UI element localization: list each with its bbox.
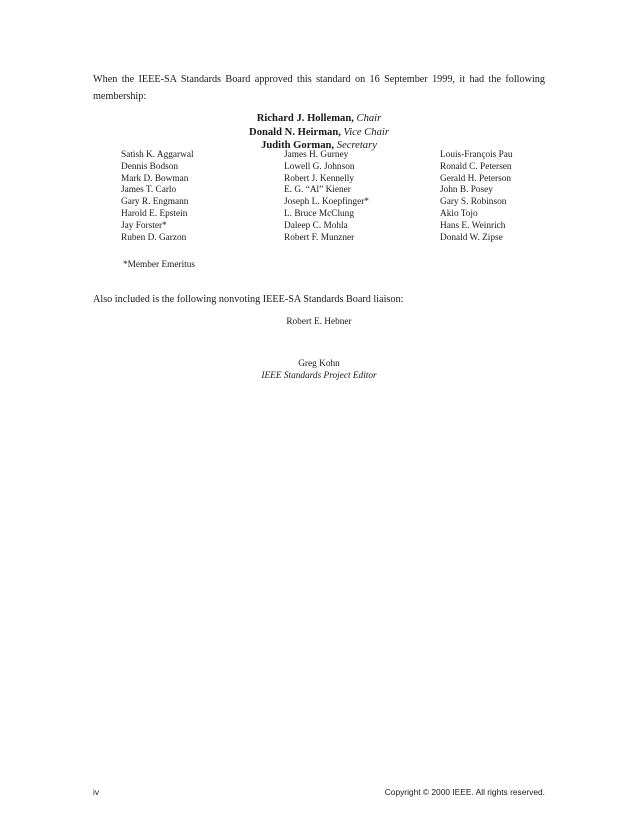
project-editor: [0, 359, 638, 382]
officer-role: Chair: [356, 113, 382, 124]
intro-paragraph: When the IEEE-SA Standards Board approved this standard on 16 September 1999, it had the following membership:: [93, 74, 545, 102]
member-name: James T. Carlo: [121, 185, 177, 196]
member-name: Hans E. Weinrich: [440, 220, 506, 231]
members-column-3: [440, 150, 513, 244]
editor-title: IEEE Standards Project Editor: [261, 370, 377, 381]
member-name: Daleep C. Mohla: [284, 220, 348, 231]
member-name: Gerald H. Peterson: [440, 173, 511, 184]
members-column-2: [284, 150, 369, 244]
officer-name: Donald N. Heirman,: [249, 126, 341, 138]
member-name: Gary R. Engmann: [121, 197, 189, 208]
member-name: Louis-François Pau: [440, 150, 513, 160]
member-name: Satish K. Aggarwal: [121, 150, 194, 160]
member-emeritus-note: *Member Emeritus: [123, 260, 196, 270]
page-number: iv: [93, 787, 100, 797]
member-name: Lowell G. Johnson: [284, 161, 355, 172]
liaison-intro: Also included is the following nonvoting IEEE-SA Standards Board liaison:: [93, 294, 404, 305]
members-column-1: [121, 150, 194, 244]
officer-name: Judith Gorman,: [261, 140, 335, 151]
copyright-notice: Copyright © 2000 IEEE. All rights reserved.: [384, 787, 545, 797]
member-name: Ronald C. Petersen: [440, 161, 512, 172]
member-name: Robert J. Kennelly: [284, 173, 354, 184]
officer-vice-chair: [0, 126, 638, 140]
member-name: Robert F. Munzner: [284, 232, 355, 243]
officer-chair: [0, 112, 638, 126]
liaison-name: Robert E. Hebner: [286, 317, 352, 327]
officer-role: Vice Chair: [343, 126, 389, 138]
member-name: John B. Posey: [440, 185, 493, 196]
member-name: Jay Forster*: [121, 220, 167, 231]
member-name: Dennis Bodson: [121, 161, 179, 172]
officer-name: Richard J. Holleman,: [256, 113, 354, 124]
board-members-list: [121, 150, 541, 243]
member-name: James H. Gurney: [284, 150, 349, 160]
board-officers: [0, 112, 638, 153]
member-name: Donald W. Zipse: [440, 232, 503, 243]
officer-role: Secretary: [336, 140, 377, 151]
member-name: L. Bruce McClung: [284, 208, 354, 219]
member-name: Harold E. Epstein: [121, 208, 188, 219]
member-name: Joseph L. Koepfinger*: [284, 197, 369, 208]
member-name: E. G. “Al” Kiener: [284, 185, 351, 196]
member-name: Akio Tojo: [440, 208, 478, 219]
member-name: Ruben D. Garzon: [121, 232, 187, 243]
editor-name: Greg Kohn: [298, 359, 340, 369]
member-name: Mark D. Bowman: [121, 173, 189, 184]
member-name: Gary S. Robinson: [440, 197, 507, 208]
